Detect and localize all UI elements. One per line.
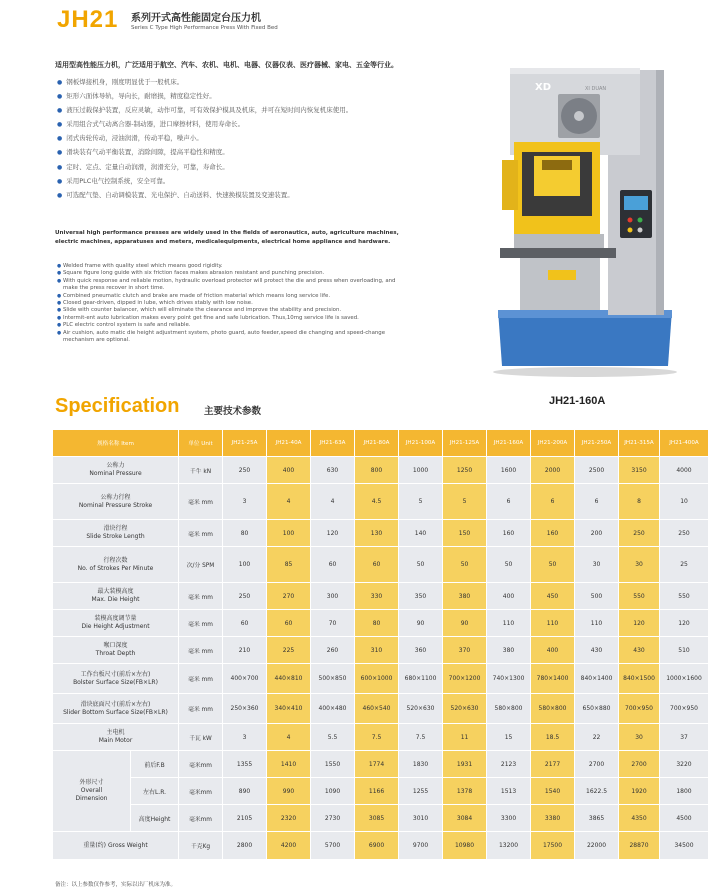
spec-row bbox=[53, 637, 709, 664]
spec-name-en: Nominal Pressure Stroke bbox=[78, 501, 153, 509]
header-model: JH21-80A bbox=[355, 430, 399, 457]
spec-value: 250 bbox=[223, 457, 267, 484]
spec-value: 440×810 bbox=[267, 664, 311, 694]
spec-value: 160 bbox=[531, 520, 575, 547]
feature-en-item: ● PLC electric control system is safe and reliable. bbox=[57, 322, 407, 329]
spec-value: 380 bbox=[443, 583, 487, 610]
header-model: JH21-400A bbox=[660, 430, 709, 457]
feature-cn-item: ● 定时、定点、定量自动润滑，润滑充分，可靠，寿命长。 bbox=[57, 160, 477, 174]
spec-row bbox=[53, 724, 709, 751]
spec-value: 1830 bbox=[399, 751, 443, 778]
spec-row bbox=[53, 805, 709, 832]
header-model: JH21-25A bbox=[223, 430, 267, 457]
lower-frame bbox=[520, 258, 600, 310]
spec-row bbox=[53, 694, 709, 724]
spec-unit: 毫米 mm bbox=[179, 583, 223, 610]
spec-value: 460×540 bbox=[355, 694, 399, 724]
spec-header-row bbox=[53, 430, 709, 457]
series-title-en: Series C Type High Performance Press With Fixed Bed bbox=[131, 25, 278, 31]
spec-table bbox=[52, 429, 709, 860]
spec-value: 1000×1600 bbox=[660, 664, 709, 694]
spec-name-cn: 公称力行程 bbox=[100, 493, 131, 501]
spec-value: 1090 bbox=[311, 778, 355, 805]
spec-value: 740×1300 bbox=[487, 664, 531, 694]
spec-row bbox=[53, 778, 709, 805]
spec-unit: 千瓦 kW bbox=[179, 724, 223, 751]
spec-value: 2000 bbox=[531, 457, 575, 484]
spec-value: 2500 bbox=[575, 457, 619, 484]
spec-value: 1355 bbox=[223, 751, 267, 778]
spec-value: 120 bbox=[660, 610, 709, 637]
machine-nameplate-text: XI DUAN bbox=[585, 86, 607, 92]
spec-value: 2320 bbox=[267, 805, 311, 832]
spec-name bbox=[53, 457, 179, 484]
spec-name-cn: 公称力 bbox=[106, 462, 125, 469]
spec-value: 5700 bbox=[311, 832, 355, 860]
machine-base bbox=[498, 310, 672, 366]
spec-value: 7.5 bbox=[355, 724, 399, 751]
spec-row bbox=[53, 520, 709, 547]
bolster-area bbox=[514, 234, 604, 248]
spec-value: 580×800 bbox=[487, 694, 531, 724]
feature-en-item: ● Welded frame with quality steel which means good rigidity. bbox=[57, 263, 407, 270]
spec-value: 250 bbox=[223, 583, 267, 610]
spec-name bbox=[53, 583, 179, 610]
spec-name-cn: 重量(约) bbox=[83, 841, 107, 849]
spec-name-cn: 滑块行程 bbox=[103, 525, 128, 532]
machine-shadow bbox=[493, 367, 677, 377]
spec-name-en: Bolster Surface Size(FB×LR) bbox=[73, 678, 158, 686]
spec-value: 7.5 bbox=[399, 724, 443, 751]
spec-value: 2730 bbox=[311, 805, 355, 832]
spec-value: 110 bbox=[531, 610, 575, 637]
feature-en-item: ● Air cushion, auto matic die height adjustment system, photo guard, auto feeder,speed die changing and speed-change mechanism are optional. bbox=[57, 330, 407, 345]
spec-name-cn: 主电机 bbox=[106, 729, 125, 736]
spec-value: 1931 bbox=[443, 751, 487, 778]
spec-name bbox=[53, 664, 179, 694]
intro-en: Universal high performance presses are widely used in the fields of aeronautics, auto, agriculture machines, electric machines, apparatuses and meters, medicalequipments, electrical home appliance and hardware. bbox=[55, 230, 399, 245]
spec-value: 5 bbox=[399, 484, 443, 520]
spec-value: 1774 bbox=[355, 751, 399, 778]
spec-value: 500×850 bbox=[311, 664, 355, 694]
spec-value: 30 bbox=[575, 547, 619, 583]
feature-cn-item: ● 液压过载保护装置，反应灵敏，动作可靠，可有效保护模具及机床，并可在短时间内恢复机床使用。 bbox=[57, 103, 477, 117]
spec-value: 210 bbox=[223, 637, 267, 664]
spec-value: 10 bbox=[660, 484, 709, 520]
spec-value: 580×800 bbox=[531, 694, 575, 724]
machine-logo-plate bbox=[548, 270, 576, 280]
spec-row bbox=[53, 547, 709, 583]
spec-value: 510 bbox=[660, 637, 709, 664]
spec-value: 30 bbox=[619, 547, 660, 583]
spec-value: 50 bbox=[399, 547, 443, 583]
spec-name-en2: Dimension bbox=[75, 795, 108, 802]
spec-name-en: No. of Strokes Per Minute bbox=[77, 564, 154, 572]
spec-unit: 毫米 mm bbox=[179, 484, 223, 520]
feature-en-item: ● Closed gear-driven, dipped in lube, which drives stably with low noise. bbox=[57, 300, 407, 307]
feature-en-item: ● Combined pneumatic clutch and brake are made of friction material which means long service life. bbox=[57, 293, 407, 300]
spec-value: 1920 bbox=[619, 778, 660, 805]
spec-value: 85 bbox=[267, 547, 311, 583]
spec-value: 60 bbox=[223, 610, 267, 637]
spec-value: 3150 bbox=[619, 457, 660, 484]
spec-value: 300 bbox=[311, 583, 355, 610]
spec-value: 11 bbox=[443, 724, 487, 751]
spec-value: 200 bbox=[575, 520, 619, 547]
spec-value: 430 bbox=[575, 637, 619, 664]
spec-value: 100 bbox=[223, 547, 267, 583]
spec-value: 840×1400 bbox=[575, 664, 619, 694]
header-model: JH21-160A bbox=[487, 430, 531, 457]
spec-value: 310 bbox=[355, 637, 399, 664]
spec-value: 1410 bbox=[267, 751, 311, 778]
spec-value: 9700 bbox=[399, 832, 443, 860]
spec-name-en: Max. Die Height bbox=[91, 596, 140, 603]
spec-value: 700×950 bbox=[660, 694, 709, 724]
spec-value: 360 bbox=[399, 637, 443, 664]
spec-value: 1250 bbox=[443, 457, 487, 484]
spec-value: 4 bbox=[267, 724, 311, 751]
spec-value: 34500 bbox=[660, 832, 709, 860]
header-model: JH21-63A bbox=[311, 430, 355, 457]
spec-value: 380 bbox=[487, 637, 531, 664]
feature-en-item: ● Slide with counter balancer, which will eliminate the clearance and improve the stability and precision. bbox=[57, 307, 407, 314]
spec-value: 520×630 bbox=[399, 694, 443, 724]
spec-row bbox=[53, 583, 709, 610]
spec-value: 3 bbox=[223, 724, 267, 751]
spec-value: 630 bbox=[311, 457, 355, 484]
spec-unit: 毫米 mm bbox=[179, 694, 223, 724]
spec-value: 3300 bbox=[487, 805, 531, 832]
spec-subname: 高度Height bbox=[131, 805, 179, 832]
feature-cn-item: ● 采用PLC电气控制系统，安全可靠。 bbox=[57, 174, 477, 188]
spec-value: 450 bbox=[531, 583, 575, 610]
spec-value: 890 bbox=[223, 778, 267, 805]
spec-value: 3084 bbox=[443, 805, 487, 832]
spec-name-en: Die Height Adjustment bbox=[81, 623, 150, 630]
spec-value: 6 bbox=[575, 484, 619, 520]
spec-value: 100 bbox=[267, 520, 311, 547]
spec-value: 250×360 bbox=[223, 694, 267, 724]
spec-value: 2105 bbox=[223, 805, 267, 832]
spec-value: 250 bbox=[660, 520, 709, 547]
spec-value: 250 bbox=[619, 520, 660, 547]
spec-row bbox=[53, 751, 709, 778]
spec-value: 160 bbox=[487, 520, 531, 547]
spec-unit: 毫米 mm bbox=[179, 664, 223, 694]
spec-value: 650×880 bbox=[575, 694, 619, 724]
spec-unit: 毫米 mm bbox=[179, 610, 223, 637]
feature-cn-item: ● 滑块装有气动平衡装置，消除间隙，提高平稳性和精度。 bbox=[57, 145, 477, 159]
spec-value: 80 bbox=[355, 610, 399, 637]
spec-name-cn: 最大装模高度 bbox=[97, 588, 134, 595]
spec-value: 700×950 bbox=[619, 694, 660, 724]
spec-value: 550 bbox=[619, 583, 660, 610]
spec-value: 2177 bbox=[531, 751, 575, 778]
spec-value: 1540 bbox=[531, 778, 575, 805]
spec-value: 400×700 bbox=[223, 664, 267, 694]
spec-value: 50 bbox=[531, 547, 575, 583]
spec-value: 990 bbox=[267, 778, 311, 805]
machine-model-label: JH21-160A bbox=[549, 395, 606, 407]
spec-name-cn: 喉口深度 bbox=[103, 642, 128, 649]
spec-title: Specification bbox=[55, 395, 180, 417]
spec-value: 400×480 bbox=[311, 694, 355, 724]
page-header bbox=[0, 0, 717, 48]
spec-value: 4 bbox=[267, 484, 311, 520]
spec-unit: 毫米mm bbox=[179, 751, 223, 778]
spec-value: 6900 bbox=[355, 832, 399, 860]
spec-unit: 毫米 mm bbox=[179, 637, 223, 664]
spec-value: 18.5 bbox=[531, 724, 575, 751]
spec-value: 6 bbox=[487, 484, 531, 520]
header-model: JH21-200A bbox=[531, 430, 575, 457]
spec-value: 430 bbox=[619, 637, 660, 664]
series-title-cn: 系列开式高性能固定台压力机 bbox=[131, 13, 261, 24]
spec-value: 270 bbox=[267, 583, 311, 610]
spec-value: 110 bbox=[487, 610, 531, 637]
spec-value: 120 bbox=[311, 520, 355, 547]
spec-value: 13200 bbox=[487, 832, 531, 860]
spec-value: 350 bbox=[399, 583, 443, 610]
model-title: JH21 bbox=[57, 6, 119, 33]
spec-name-en: Slider Bottom Surface Size(FB×LR) bbox=[63, 708, 168, 716]
spec-name bbox=[53, 484, 179, 520]
spec-value: 1166 bbox=[355, 778, 399, 805]
spec-value: 110 bbox=[575, 610, 619, 637]
spec-value: 50 bbox=[487, 547, 531, 583]
header-model: JH21-125A bbox=[443, 430, 487, 457]
spec-value: 840×1500 bbox=[619, 664, 660, 694]
spec-value: 4000 bbox=[660, 457, 709, 484]
spec-name bbox=[53, 520, 179, 547]
spec-name-cn: 滑块底面尺寸(前后×左右) bbox=[80, 700, 151, 708]
spec-value: 3085 bbox=[355, 805, 399, 832]
spec-value: 500 bbox=[575, 583, 619, 610]
spec-value: 1800 bbox=[660, 778, 709, 805]
feature-cn-item: ● 闭式齿轮传动，浸油润滑，传动平稳，噪声小。 bbox=[57, 131, 477, 145]
spec-value: 225 bbox=[267, 637, 311, 664]
spec-name-cn: 行程次数 bbox=[103, 556, 128, 564]
spec-name bbox=[53, 724, 179, 751]
spec-value: 600×1000 bbox=[355, 664, 399, 694]
spec-name bbox=[53, 547, 179, 583]
spec-unit: 千牛 kN bbox=[179, 457, 223, 484]
spec-value: 3 bbox=[223, 484, 267, 520]
spec-name-en: Throat Depth bbox=[95, 650, 136, 657]
spec-value: 1550 bbox=[311, 751, 355, 778]
spec-name-cn: 装模高度调节量 bbox=[94, 615, 137, 622]
spec-subname: 左右L.R. bbox=[131, 778, 179, 805]
spec-row bbox=[53, 610, 709, 637]
spec-value: 2700 bbox=[575, 751, 619, 778]
spec-name-cn: 工作台板尺寸(前后×左右) bbox=[80, 670, 151, 678]
header-model: JH21-100A bbox=[399, 430, 443, 457]
spec-name-en: Gross Weight bbox=[107, 841, 148, 849]
features-en-list bbox=[57, 263, 407, 344]
spec-unit: 毫米mm bbox=[179, 778, 223, 805]
spec-value: 8 bbox=[619, 484, 660, 520]
feature-en-item: ● With quick response and reliable motion, hydraulic overload protector will protect the die and press when overloading, and make the press recover in short time. bbox=[57, 278, 407, 293]
spec-value: 4350 bbox=[619, 805, 660, 832]
spec-value: 2800 bbox=[223, 832, 267, 860]
spec-value: 60 bbox=[311, 547, 355, 583]
spec-value: 3865 bbox=[575, 805, 619, 832]
spec-value: 1622.5 bbox=[575, 778, 619, 805]
spec-name-dimension bbox=[53, 751, 131, 832]
spec-value: 6 bbox=[531, 484, 575, 520]
spec-value: 330 bbox=[355, 583, 399, 610]
header-model: JH21-40A bbox=[267, 430, 311, 457]
control-screen bbox=[624, 196, 648, 210]
header-model: JH21-250A bbox=[575, 430, 619, 457]
spec-value: 90 bbox=[443, 610, 487, 637]
spec-name bbox=[53, 694, 179, 724]
spec-value: 400 bbox=[267, 457, 311, 484]
spec-unit: 次/分 SPM bbox=[179, 547, 223, 583]
features-cn-list bbox=[57, 75, 477, 202]
spec-value: 1600 bbox=[487, 457, 531, 484]
spec-value: 400 bbox=[487, 583, 531, 610]
spec-value: 70 bbox=[311, 610, 355, 637]
spec-value: 1378 bbox=[443, 778, 487, 805]
spec-value: 60 bbox=[355, 547, 399, 583]
spec-value: 80 bbox=[223, 520, 267, 547]
spec-value: 90 bbox=[399, 610, 443, 637]
spec-value: 1000 bbox=[399, 457, 443, 484]
footnote: 备注：以上参数仅作参考，实际以出厂机床为准。 bbox=[55, 882, 177, 888]
spec-value: 520×630 bbox=[443, 694, 487, 724]
spec-value: 25 bbox=[660, 547, 709, 583]
spec-value: 2123 bbox=[487, 751, 531, 778]
spec-value: 22 bbox=[575, 724, 619, 751]
spec-value: 1513 bbox=[487, 778, 531, 805]
spec-value: 4 bbox=[311, 484, 355, 520]
spec-unit: 毫米mm bbox=[179, 805, 223, 832]
spec-value: 4200 bbox=[267, 832, 311, 860]
spec-name bbox=[53, 637, 179, 664]
press-machine-image bbox=[490, 60, 680, 378]
spec-value: 1255 bbox=[399, 778, 443, 805]
feature-cn-item: ● 钢板焊接机身，刚度明显优于一般机床。 bbox=[57, 75, 477, 89]
spec-value: 700×1200 bbox=[443, 664, 487, 694]
machine-brand-text: XD bbox=[535, 82, 552, 93]
spec-value: 50 bbox=[443, 547, 487, 583]
guard-left bbox=[502, 160, 518, 210]
feature-cn-item: ● 采用组合式气动离合器-制动器，进口摩擦材料，使用寿命长。 bbox=[57, 117, 477, 131]
spec-value: 400 bbox=[531, 637, 575, 664]
spec-value: 550 bbox=[660, 583, 709, 610]
spec-value: 5.5 bbox=[311, 724, 355, 751]
spec-body bbox=[53, 457, 709, 860]
intro-cn: 适用型高性能压力机，广泛适用于航空、汽车、农机、电机、电器、仪器仪表、医疗器械、家电、五金等行业。 bbox=[55, 61, 398, 69]
header-unit: 单位 Unit bbox=[179, 430, 223, 457]
spec-value: 28870 bbox=[619, 832, 660, 860]
feature-cn-item: ● 可选配气垫、自动调模装置、光电保护、自动送料、快速换模装置及变速装置。 bbox=[57, 188, 477, 202]
spec-value: 10980 bbox=[443, 832, 487, 860]
feature-en-item: ● Square figure long guide with six friction faces makes abrasion resistant and punching precision. bbox=[57, 270, 407, 277]
spec-value: 30 bbox=[619, 724, 660, 751]
spec-name-en1: Overall bbox=[80, 787, 103, 794]
spec-name bbox=[53, 832, 179, 860]
spec-value: 17500 bbox=[531, 832, 575, 860]
feature-en-item: ● Intermit-ent auto lubrication makes every point get fine and safe lubrication. Thus,10mg service life is saved. bbox=[57, 315, 407, 322]
spec-value: 3220 bbox=[660, 751, 709, 778]
spec-value: 340×410 bbox=[267, 694, 311, 724]
spec-value: 15 bbox=[487, 724, 531, 751]
spec-row bbox=[53, 457, 709, 484]
spec-unit: 毫米 mm bbox=[179, 520, 223, 547]
spec-value: 680×1100 bbox=[399, 664, 443, 694]
spec-row bbox=[53, 484, 709, 520]
spec-row bbox=[53, 832, 709, 860]
spec-value: 5 bbox=[443, 484, 487, 520]
spec-name-cn: 外形尺寸 bbox=[79, 779, 104, 786]
spec-row bbox=[53, 664, 709, 694]
spec-value: 2700 bbox=[619, 751, 660, 778]
spec-name bbox=[53, 610, 179, 637]
spec-value: 60 bbox=[267, 610, 311, 637]
spec-value: 4500 bbox=[660, 805, 709, 832]
spec-value: 3380 bbox=[531, 805, 575, 832]
spec-name-en: Nominal Pressure bbox=[89, 470, 142, 477]
spec-value: 370 bbox=[443, 637, 487, 664]
spec-value: 260 bbox=[311, 637, 355, 664]
spec-value: 800 bbox=[355, 457, 399, 484]
spec-value: 140 bbox=[399, 520, 443, 547]
feature-cn-item: ● 矩形六面体导轨，导向长，耐磨损，精度稳定性好。 bbox=[57, 89, 477, 103]
bolster-plate bbox=[500, 248, 616, 258]
spec-value: 130 bbox=[355, 520, 399, 547]
header-item: 规格名称 Item bbox=[53, 430, 179, 457]
spec-unit: 千克Kg bbox=[179, 832, 223, 860]
spec-subname: 前后F.B bbox=[131, 751, 179, 778]
spec-value: 150 bbox=[443, 520, 487, 547]
spec-value: 22000 bbox=[575, 832, 619, 860]
spec-value: 780×1400 bbox=[531, 664, 575, 694]
spec-name-en: Slide Stroke Length bbox=[86, 533, 145, 540]
spec-name-en: Main Motor bbox=[98, 737, 133, 744]
spec-title-cn: 主要技术参数 bbox=[204, 406, 262, 417]
spec-value: 3010 bbox=[399, 805, 443, 832]
spec-value: 120 bbox=[619, 610, 660, 637]
spec-value: 37 bbox=[660, 724, 709, 751]
header-model: JH21-315A bbox=[619, 430, 660, 457]
spec-value: 4.5 bbox=[355, 484, 399, 520]
